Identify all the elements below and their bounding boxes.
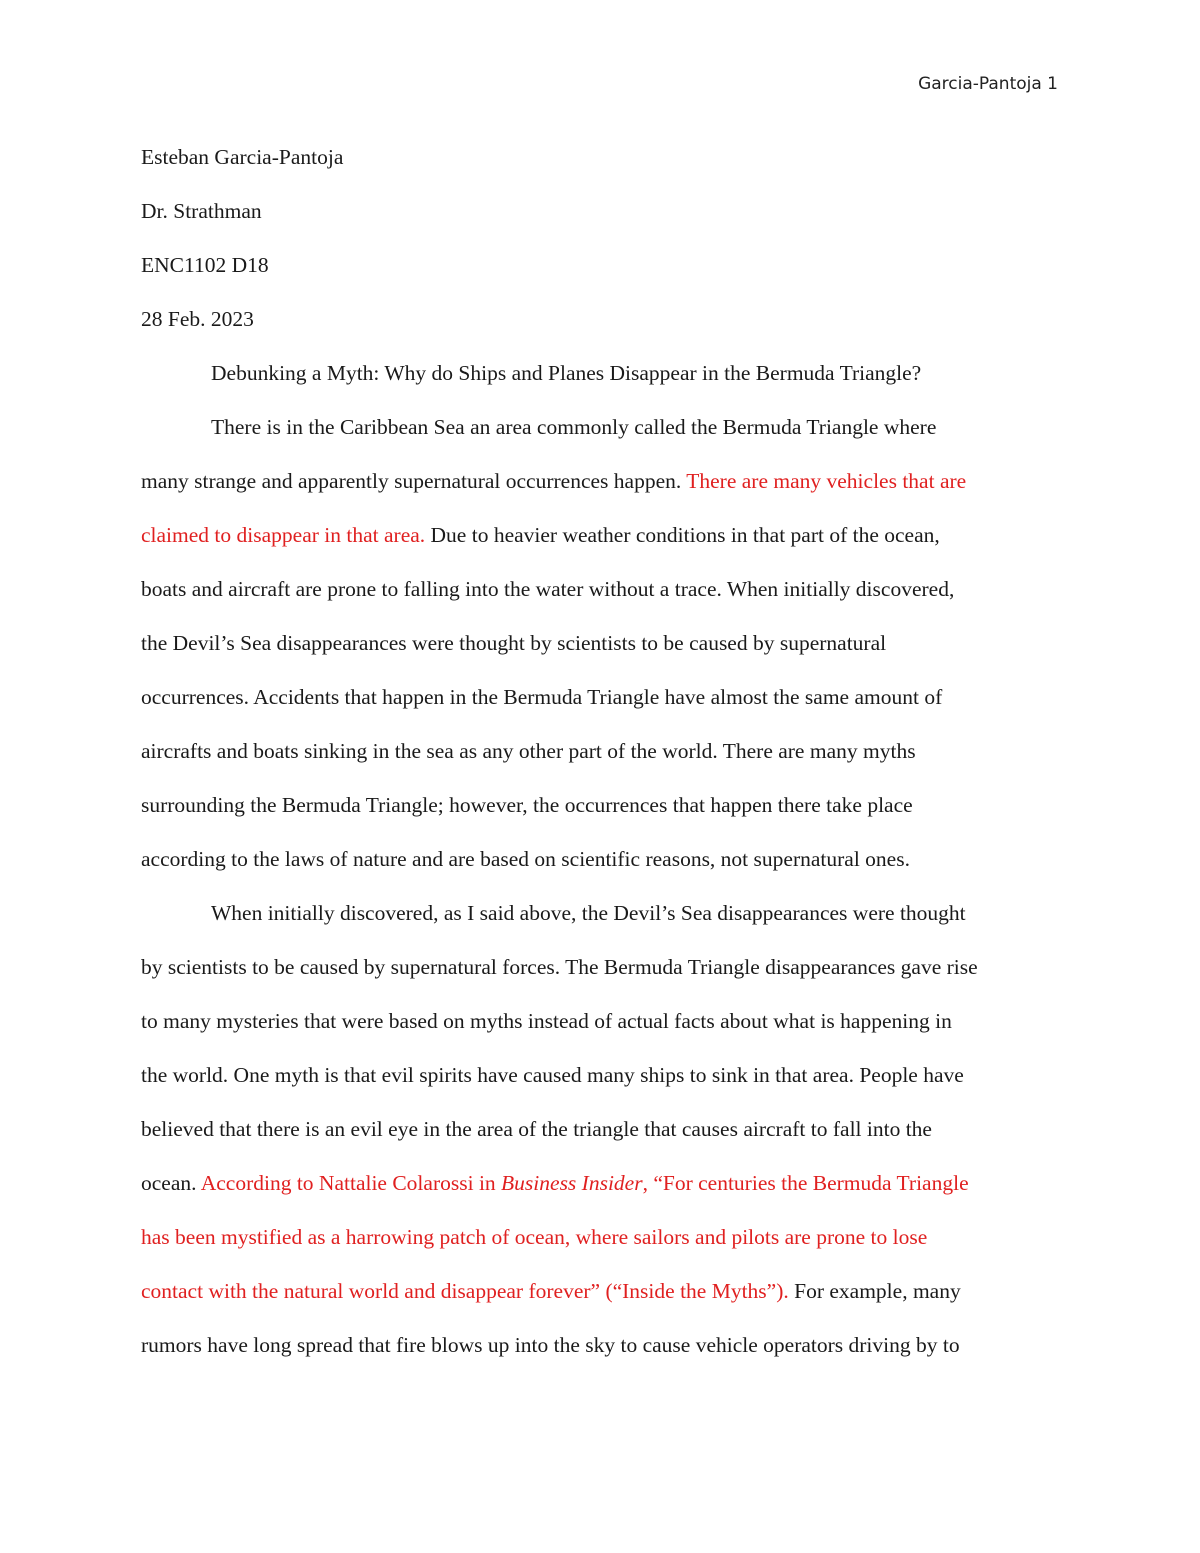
highlighted-text: contact with the natural world and disappear forever” (“Inside the Myths”). bbox=[141, 1279, 789, 1303]
paragraph1-line9: according to the laws of nature and are based on scientific reasons, not supernatural ones. bbox=[141, 847, 910, 871]
paragraph2-line6 bbox=[141, 1169, 969, 1197]
body-text: For example, many bbox=[788, 1279, 961, 1303]
paragraph1-line8: surrounding the Bermuda Triangle; however, the occurrences that happen there take place bbox=[141, 793, 913, 817]
author-name: Esteban Garcia-Pantoja bbox=[141, 145, 344, 169]
highlighted-text: claimed to disappear in that area. bbox=[141, 523, 426, 547]
highlighted-text: , “For centuries the Bermuda Triangle bbox=[642, 1171, 969, 1195]
paragraph2-line3: to many mysteries that were based on myths instead of actual facts about what is happening in bbox=[141, 1009, 952, 1033]
paragraph1-line2 bbox=[141, 467, 966, 495]
body-text: many strange and apparently supernatural occurrences happen. bbox=[141, 469, 687, 493]
paragraph2-line7: has been mystified as a harrowing patch of ocean, where sailors and pilots are prone to lose bbox=[141, 1225, 928, 1249]
paragraph1-line3 bbox=[141, 521, 940, 549]
paragraph1-line4: boats and aircraft are prone to falling into the water without a trace. When initially discovered, bbox=[141, 577, 955, 601]
paragraph1-line1: There is in the Caribbean Sea an area commonly called the Bermuda Triangle where bbox=[211, 415, 937, 439]
paragraph2-line2: by scientists to be caused by supernatural forces. The Bermuda Triangle disappearances gave rise bbox=[141, 955, 978, 979]
paragraph2-line8 bbox=[141, 1277, 961, 1305]
instructor-name: Dr. Strathman bbox=[141, 199, 262, 223]
body-text: Due to heavier weather conditions in that part of the ocean, bbox=[425, 523, 940, 547]
highlighted-text: According to Nattalie Colarossi in bbox=[200, 1171, 502, 1195]
course-code: ENC1102 D18 bbox=[141, 253, 269, 277]
paragraph2-line4: the world. One myth is that evil spirits have caused many ships to sink in that area. People have bbox=[141, 1063, 964, 1087]
paper-title: Debunking a Myth: Why do Ships and Planes Disappear in the Bermuda Triangle? bbox=[211, 361, 922, 385]
paragraph2-line1: When initially discovered, as I said above, the Devil’s Sea disappearances were thought bbox=[211, 901, 966, 925]
running-head: Garcia-Pantoja 1 bbox=[918, 74, 1058, 94]
paper-date: 28 Feb. 2023 bbox=[141, 307, 254, 331]
paragraph1-line5: the Devil’s Sea disappearances were thought by scientists to be caused by supernatural bbox=[141, 631, 887, 655]
paragraph2-line5: believed that there is an evil eye in the area of the triangle that causes aircraft to fall into the bbox=[141, 1117, 932, 1141]
paragraph2-line9: rumors have long spread that fire blows up into the sky to cause vehicle operators driving by to bbox=[141, 1333, 960, 1357]
publication-title: Business Insider bbox=[501, 1171, 643, 1195]
body-text: ocean. bbox=[141, 1171, 201, 1195]
paragraph1-line7: aircrafts and boats sinking in the sea as any other part of the world. There are many myths bbox=[141, 739, 916, 763]
paragraph1-line6: occurrences. Accidents that happen in the Bermuda Triangle have almost the same amount of bbox=[141, 685, 943, 709]
highlighted-text: There are many vehicles that are bbox=[686, 469, 967, 493]
